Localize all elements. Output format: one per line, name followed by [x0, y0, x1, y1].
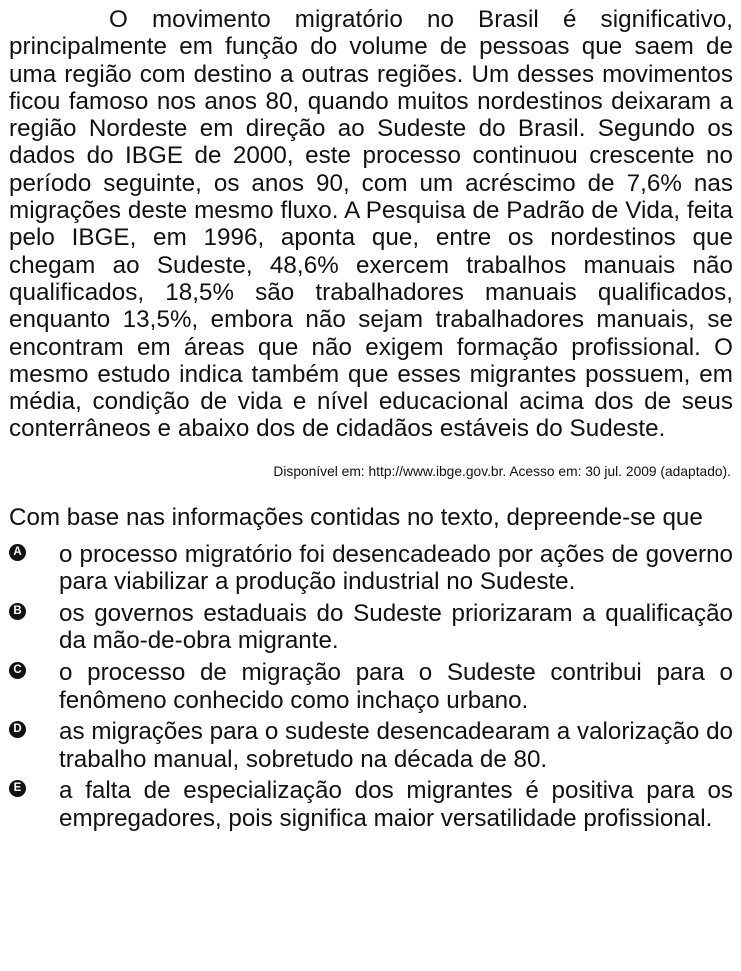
option-a[interactable]	[9, 541, 733, 596]
passage-text: O movimento migratório no Brasil é significativo, principalmente em função do volume de pessoas que saem de uma região com destino a outras regiões. Um desses movimentos ficou famoso nos anos 80, quando muitos nordestinos deixaram a região Nordeste em direção ao Sudeste do Brasil. Segundo os dados do IBGE de 2000, este processo continuou crescente no período seguinte, os anos 90, com um acréscimo de 7,6% nas migrações deste mesmo fluxo. A Pesquisa de Padrão de Vida, feita pelo IBGE, em 1996, aponta que, entre os nordestinos que chegam ao Sudeste, 48,6% exercem trabalhos manuais não qualificados, 18,5% são trabalhadores manuais qualificados, enquanto 13,5%, embora não sejam trabalhadores manuais, se encontram em áreas que não exigem formação profissional. O mesmo estudo indica também que esses migrantes possuem, em média, condição de vida e nível educacional acima dos de seus conterrâneos e abaixo dos de cidadãos estáveis do Sudeste.	[9, 6, 733, 443]
option-text: a falta de especialização dos migrantes é positiva para os empregadores, pois significa maior versatilidade profissional.	[59, 777, 733, 832]
option-d[interactable]	[9, 718, 733, 773]
option-text: os governos estaduais do Sudeste priorizaram a qualificação da mão-de-obra migrante.	[59, 600, 733, 655]
option-letter-badge: E	[9, 780, 26, 797]
option-letter-badge: A	[9, 544, 26, 561]
option-text: o processo de migração para o Sudeste contribui para o fenômeno conhecido como inchaço urbano.	[59, 659, 733, 714]
option-text: as migrações para o sudeste desencadearam a valorização do trabalho manual, sobretudo na década de 80.	[59, 718, 733, 773]
option-letter-badge: D	[9, 721, 26, 738]
option-e[interactable]	[9, 777, 733, 832]
question-prompt: Com base nas informações contidas no texto, depreende-se que	[9, 503, 703, 531]
option-text: o processo migratório foi desencadeado por ações de governo para viabilizar a produção industrial no Sudeste.	[59, 541, 733, 596]
option-letter-badge: B	[9, 603, 26, 620]
source-citation: Disponível em: http://www.ibge.gov.br. Acesso em: 30 jul. 2009 (adaptado).	[273, 463, 731, 479]
option-c[interactable]	[9, 659, 733, 714]
option-b[interactable]	[9, 600, 733, 655]
option-letter-badge: C	[9, 662, 26, 679]
answer-options	[9, 541, 733, 832]
